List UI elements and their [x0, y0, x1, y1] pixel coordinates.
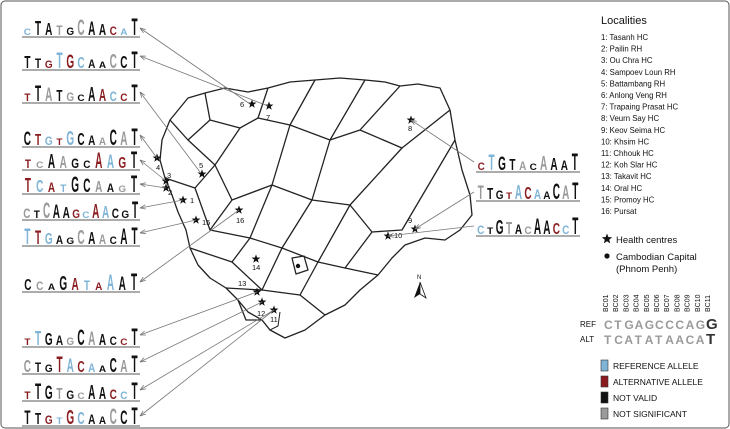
- logo-letter: C: [23, 356, 32, 376]
- logo-letter: A: [95, 281, 103, 294]
- ref-letter: G: [706, 316, 718, 333]
- logo-letter: A: [47, 179, 56, 196]
- logo-letter: T: [509, 155, 516, 174]
- logo-letter: T: [35, 17, 42, 41]
- logo-letter: G: [118, 184, 127, 195]
- logo-letter: T: [60, 183, 67, 196]
- logo-letter: T: [35, 409, 42, 428]
- logo-letter: T: [24, 52, 31, 72]
- logo-letter: T: [571, 147, 578, 176]
- logo-letter: T: [488, 149, 495, 176]
- logo-letter: T: [131, 45, 138, 74]
- logo-letter: A: [120, 223, 128, 250]
- barcode-id: BC01: [603, 294, 610, 312]
- barcode-id: BC09: [684, 294, 692, 312]
- logo-letter: T: [506, 218, 513, 238]
- logo-letter: T: [35, 327, 42, 351]
- logo-letter: C: [120, 337, 128, 348]
- logo-letter: T: [131, 376, 138, 405]
- logo-letter: C: [83, 159, 91, 172]
- logo-letter: A: [98, 60, 107, 71]
- logo-letter: G: [118, 153, 127, 172]
- map-site-label: 12: [257, 309, 266, 318]
- alt-letter: A: [624, 333, 634, 347]
- logo-letter: T: [33, 209, 40, 222]
- logo-letter: A: [514, 181, 523, 205]
- logo-letter: A: [106, 269, 115, 296]
- logo-letter: A: [98, 364, 107, 375]
- logo-letter: C: [529, 162, 537, 173]
- logo-letter: A: [98, 231, 107, 248]
- logo-letter: C: [77, 408, 85, 428]
- logo-letter: T: [131, 12, 138, 41]
- logo-letter: G: [66, 127, 75, 151]
- map-site-label: 5: [199, 161, 204, 170]
- locality-item: 2: Pailin RH: [601, 44, 643, 54]
- logo-letter: A: [98, 415, 107, 428]
- logo-letter: C: [77, 391, 85, 402]
- logo-letter: A: [98, 330, 107, 349]
- logo-letter: T: [131, 322, 138, 351]
- allele-swatch: [601, 360, 608, 371]
- barcode-id: BC10: [694, 294, 702, 312]
- locality-item: 15: Promoy HC: [601, 195, 655, 205]
- logo-letter: G: [495, 189, 504, 203]
- logo-letter: C: [83, 175, 91, 198]
- alt-letter: C: [614, 333, 623, 347]
- alt-letter: T: [604, 333, 612, 347]
- map-site-label: 9: [408, 216, 413, 225]
- logo-letter: T: [35, 359, 42, 376]
- logo-letter: T: [487, 226, 494, 237]
- logo-letter: C: [23, 205, 31, 222]
- logo-letter: A: [52, 201, 61, 224]
- logo-letter: A: [560, 157, 569, 174]
- logo-letter: A: [47, 150, 56, 174]
- logo-letter: T: [24, 92, 31, 105]
- ref-letter: G: [624, 318, 634, 332]
- logo-letter: T: [56, 416, 63, 427]
- logo-letter: T: [56, 47, 63, 74]
- barcode-id: BC05: [643, 294, 651, 312]
- logo-letter: T: [56, 86, 63, 105]
- map-site-label: 8: [408, 124, 413, 133]
- logo-letter: A: [88, 228, 96, 248]
- map-site-label: 14: [252, 263, 261, 272]
- logo-letter: G: [66, 406, 75, 429]
- logo-letter: C: [562, 224, 570, 238]
- locality-item: 11: Chhouk HC: [601, 149, 654, 158]
- locality-item: 7: Trapaing Prasat HC: [601, 102, 679, 112]
- logo-letter: A: [88, 58, 96, 72]
- logo-letter: T: [35, 55, 42, 72]
- logo-letter: C: [477, 161, 485, 174]
- logo-letter: C: [109, 88, 117, 105]
- logo-letter: T: [83, 277, 90, 294]
- logo-letter: T: [56, 351, 63, 378]
- logo-letter: G: [59, 272, 68, 296]
- logo-letter: C: [82, 210, 90, 221]
- alt-letter: C: [685, 333, 695, 347]
- logo-letter: A: [519, 160, 527, 174]
- logo-letter: T: [24, 407, 31, 429]
- alt-letter: A: [644, 333, 654, 347]
- logo-letter: C: [120, 92, 128, 105]
- logo-letter: T: [35, 80, 42, 107]
- logo-letter: G: [71, 155, 79, 172]
- logo-letter: T: [572, 211, 579, 240]
- ref-letter: A: [685, 318, 695, 332]
- legend-title: Localities: [601, 15, 647, 27]
- logo-letter: A: [120, 356, 128, 376]
- logo-letter: A: [98, 383, 107, 403]
- alt-letter: A: [675, 333, 685, 347]
- logo-letter: T: [131, 221, 138, 250]
- map-site-label: 3: [167, 171, 172, 180]
- logo-letter: C: [77, 14, 85, 41]
- allele-swatch: [601, 376, 608, 387]
- logo-letter: G: [66, 26, 75, 39]
- logo-letter: G: [66, 51, 75, 74]
- logo-letter: T: [572, 176, 579, 205]
- locality-item: 9: Keov Seima HC: [601, 125, 666, 135]
- logo-letter: T: [487, 184, 494, 203]
- logo-letter: A: [95, 177, 103, 196]
- logo-letter: C: [36, 280, 44, 294]
- barcode-id: BC11: [705, 295, 712, 312]
- logo-letter: A: [106, 182, 115, 196]
- logo-letter: C: [109, 50, 117, 74]
- capital-legend-icon: [604, 253, 609, 258]
- logo-letter: A: [88, 411, 96, 428]
- logo-letter: T: [24, 223, 31, 250]
- logo-letter: A: [539, 152, 548, 176]
- map-site-label: 2: [168, 188, 173, 197]
- locality-item: 13: Takavit HC: [601, 172, 652, 182]
- locality-item: 8: Veurn Say HC: [601, 114, 660, 124]
- logo-letter: T: [131, 349, 138, 378]
- alt-letter: A: [665, 333, 674, 347]
- logo-letter: G: [121, 209, 130, 222]
- logo-letter: A: [88, 362, 96, 376]
- locality-item: 4: Sampoev Loun RH: [601, 67, 676, 77]
- locality-item: 6: Anlong Veng RH: [601, 91, 667, 100]
- allele-key-label: NOT SIGNIFICANT: [613, 409, 687, 419]
- logo-letter: C: [36, 176, 44, 196]
- logo-letter: C: [477, 224, 485, 238]
- logo-letter: G: [44, 329, 53, 349]
- logo-letter: A: [88, 381, 96, 405]
- logo-letter: C: [524, 183, 532, 203]
- logo-letter: C: [120, 52, 128, 72]
- logo-letter: C: [109, 235, 117, 248]
- logo-letter: C: [111, 205, 120, 222]
- logo-letter: A: [98, 20, 107, 39]
- allele-swatch: [601, 392, 608, 403]
- ref-letter: T: [614, 318, 622, 332]
- barcode-id: BC08: [674, 294, 682, 312]
- logo-letter: A: [55, 234, 64, 248]
- logo-letter: A: [88, 18, 96, 41]
- logo-letter: C: [77, 357, 85, 376]
- logo-letter: A: [88, 132, 96, 149]
- barcode-id: BC03: [623, 294, 631, 312]
- logo-letter: A: [98, 85, 107, 105]
- ref-letter: G: [644, 318, 655, 332]
- logo-letter: C: [109, 354, 117, 378]
- alt-letter: T: [655, 333, 663, 347]
- logo-letter: C: [77, 93, 85, 104]
- logo-letter: A: [118, 273, 126, 296]
- alt-letter: T: [706, 331, 716, 348]
- logo-letter: T: [477, 182, 484, 205]
- alt-label: ALT: [580, 335, 595, 344]
- logo-letter: C: [109, 335, 117, 349]
- locality-item: 1: Tasanh HC: [601, 33, 649, 42]
- locality-item: 14: Oral HC: [601, 183, 643, 193]
- logo-letter: G: [44, 363, 53, 376]
- logo-letter: G: [72, 208, 80, 222]
- allele-key-label: REFERENCE ALLELE: [613, 361, 699, 371]
- allele-key-label: NOT VALID: [613, 393, 658, 403]
- logo-letter: T: [35, 227, 42, 250]
- logo-letter: T: [131, 401, 138, 429]
- ref-letter: C: [604, 318, 613, 332]
- locality-item: 5: Battambang RH: [601, 79, 666, 89]
- capital-legend-label: (Phnom Penh): [616, 264, 678, 275]
- logo-letter: T: [35, 378, 42, 405]
- alt-letter: T: [634, 333, 642, 347]
- logo-letter: A: [543, 217, 551, 240]
- logo-letter: A: [55, 332, 64, 349]
- logo-letter: C: [524, 225, 532, 238]
- logo-letter: T: [24, 390, 31, 403]
- logo-letter: C: [77, 226, 85, 250]
- logo-letter: A: [101, 202, 110, 222]
- allele-swatch: [601, 408, 608, 419]
- logo-letter: A: [62, 203, 70, 222]
- barcode-id: BC07: [664, 294, 672, 312]
- logo-letter: C: [23, 128, 32, 151]
- logo-letter: A: [88, 328, 96, 351]
- logo-letter: G: [44, 59, 53, 72]
- logo-letter: A: [514, 221, 523, 238]
- logo-letter: A: [95, 147, 103, 174]
- logo-letter: C: [77, 324, 85, 351]
- barcode-id: BC02: [613, 294, 621, 312]
- logo-letter: G: [66, 91, 75, 105]
- logo-letter: G: [44, 382, 53, 405]
- logo-letter: T: [131, 267, 138, 296]
- logo-letter: A: [92, 200, 100, 224]
- logo-letter: G: [498, 153, 506, 176]
- logo-letter: A: [71, 274, 79, 294]
- logo-letter: C: [24, 275, 32, 294]
- logo-letter: G: [66, 389, 75, 403]
- logo-letter: C: [23, 27, 32, 38]
- logo-letter: A: [533, 213, 542, 240]
- logo-letter: G: [44, 229, 53, 248]
- logo-letter: T: [131, 169, 138, 198]
- logo-letter: C: [77, 129, 85, 149]
- logo-letter: G: [495, 216, 504, 240]
- logo-letter: A: [47, 282, 56, 293]
- logo-letter: A: [562, 182, 570, 205]
- logo-letter: A: [59, 152, 67, 172]
- capital-dot: [296, 264, 300, 268]
- ref-label: REF: [580, 320, 596, 329]
- capital-legend-label: Cambodian Capital: [616, 252, 697, 263]
- logo-letter: T: [24, 337, 31, 348]
- logo-letter: C: [109, 124, 117, 151]
- logo-letter: C: [120, 407, 128, 429]
- logo-letter: A: [45, 84, 53, 107]
- ref-letter: A: [634, 318, 644, 332]
- logo-letter: A: [88, 83, 96, 107]
- logo-letter: C: [36, 160, 44, 171]
- map-site-label: 7: [266, 113, 271, 122]
- map-site-label: 15: [202, 218, 211, 227]
- logo-letter: G: [44, 135, 53, 149]
- logo-letter: C: [109, 386, 117, 403]
- map-site-label: 13: [238, 279, 247, 288]
- logo-letter: G: [71, 171, 79, 198]
- barcode-id: BC04: [633, 294, 641, 312]
- logo-letter: A: [45, 19, 53, 39]
- health-centre-legend-label: Health centres: [616, 235, 678, 246]
- map-site-label: 11: [270, 315, 278, 324]
- map-site-label: 6: [240, 100, 245, 109]
- locality-item: 16: Pursat: [601, 207, 637, 216]
- logo-letter: G: [44, 414, 53, 428]
- logo-letter: C: [120, 390, 128, 403]
- logo-letter: C: [109, 25, 117, 39]
- logo-letter: T: [506, 191, 513, 202]
- map-site-label: 10: [394, 231, 403, 240]
- logo-letter: A: [120, 27, 128, 38]
- logo-letter: T: [56, 22, 63, 39]
- logo-letter: G: [66, 336, 75, 349]
- logo-letter: A: [98, 136, 107, 149]
- logo-letter: A: [533, 186, 542, 203]
- ref-letter: C: [655, 318, 664, 332]
- logo-letter: A: [106, 151, 115, 174]
- logo-letter: G: [66, 236, 75, 247]
- logo-letter: T: [24, 174, 31, 198]
- barcode-id: BC06: [654, 294, 661, 312]
- logo-letter: T: [131, 145, 138, 174]
- ref-letter: C: [675, 318, 685, 332]
- logo-letter: A: [120, 128, 128, 151]
- north-label: N: [417, 275, 422, 281]
- locality-item: 10: Khsim HC: [601, 137, 650, 147]
- logo-letter: T: [56, 137, 63, 148]
- logo-letter: T: [24, 158, 31, 172]
- logo-letter: C: [552, 219, 561, 238]
- logo-letter: A: [66, 355, 74, 378]
- logo-letter: C: [42, 197, 51, 224]
- logo-letter: C: [552, 178, 561, 205]
- ref-letter: C: [665, 318, 674, 332]
- locality-item: 12: Koh Slar HC: [601, 160, 658, 170]
- logo-letter: T: [35, 130, 42, 149]
- logo-letter: C: [77, 53, 85, 72]
- logo-letter: T: [132, 195, 139, 224]
- map-site-label: 16: [236, 216, 245, 225]
- logo-letter: T: [131, 122, 138, 151]
- logo-letter: A: [550, 154, 558, 174]
- logo-letter: A: [543, 190, 551, 203]
- alt-letter: A: [695, 333, 705, 347]
- logo-letter: C: [109, 403, 117, 429]
- logo-letter: T: [56, 384, 63, 403]
- locality-item: 3: Ou Chra HC: [601, 56, 653, 66]
- map-site-label: 1: [190, 196, 195, 205]
- ref-letter: G: [695, 318, 706, 332]
- allele-key-label: ALTERNATIVE ALLELE: [613, 377, 703, 387]
- logo-letter: T: [131, 78, 138, 107]
- map-site-label: 4: [156, 163, 161, 172]
